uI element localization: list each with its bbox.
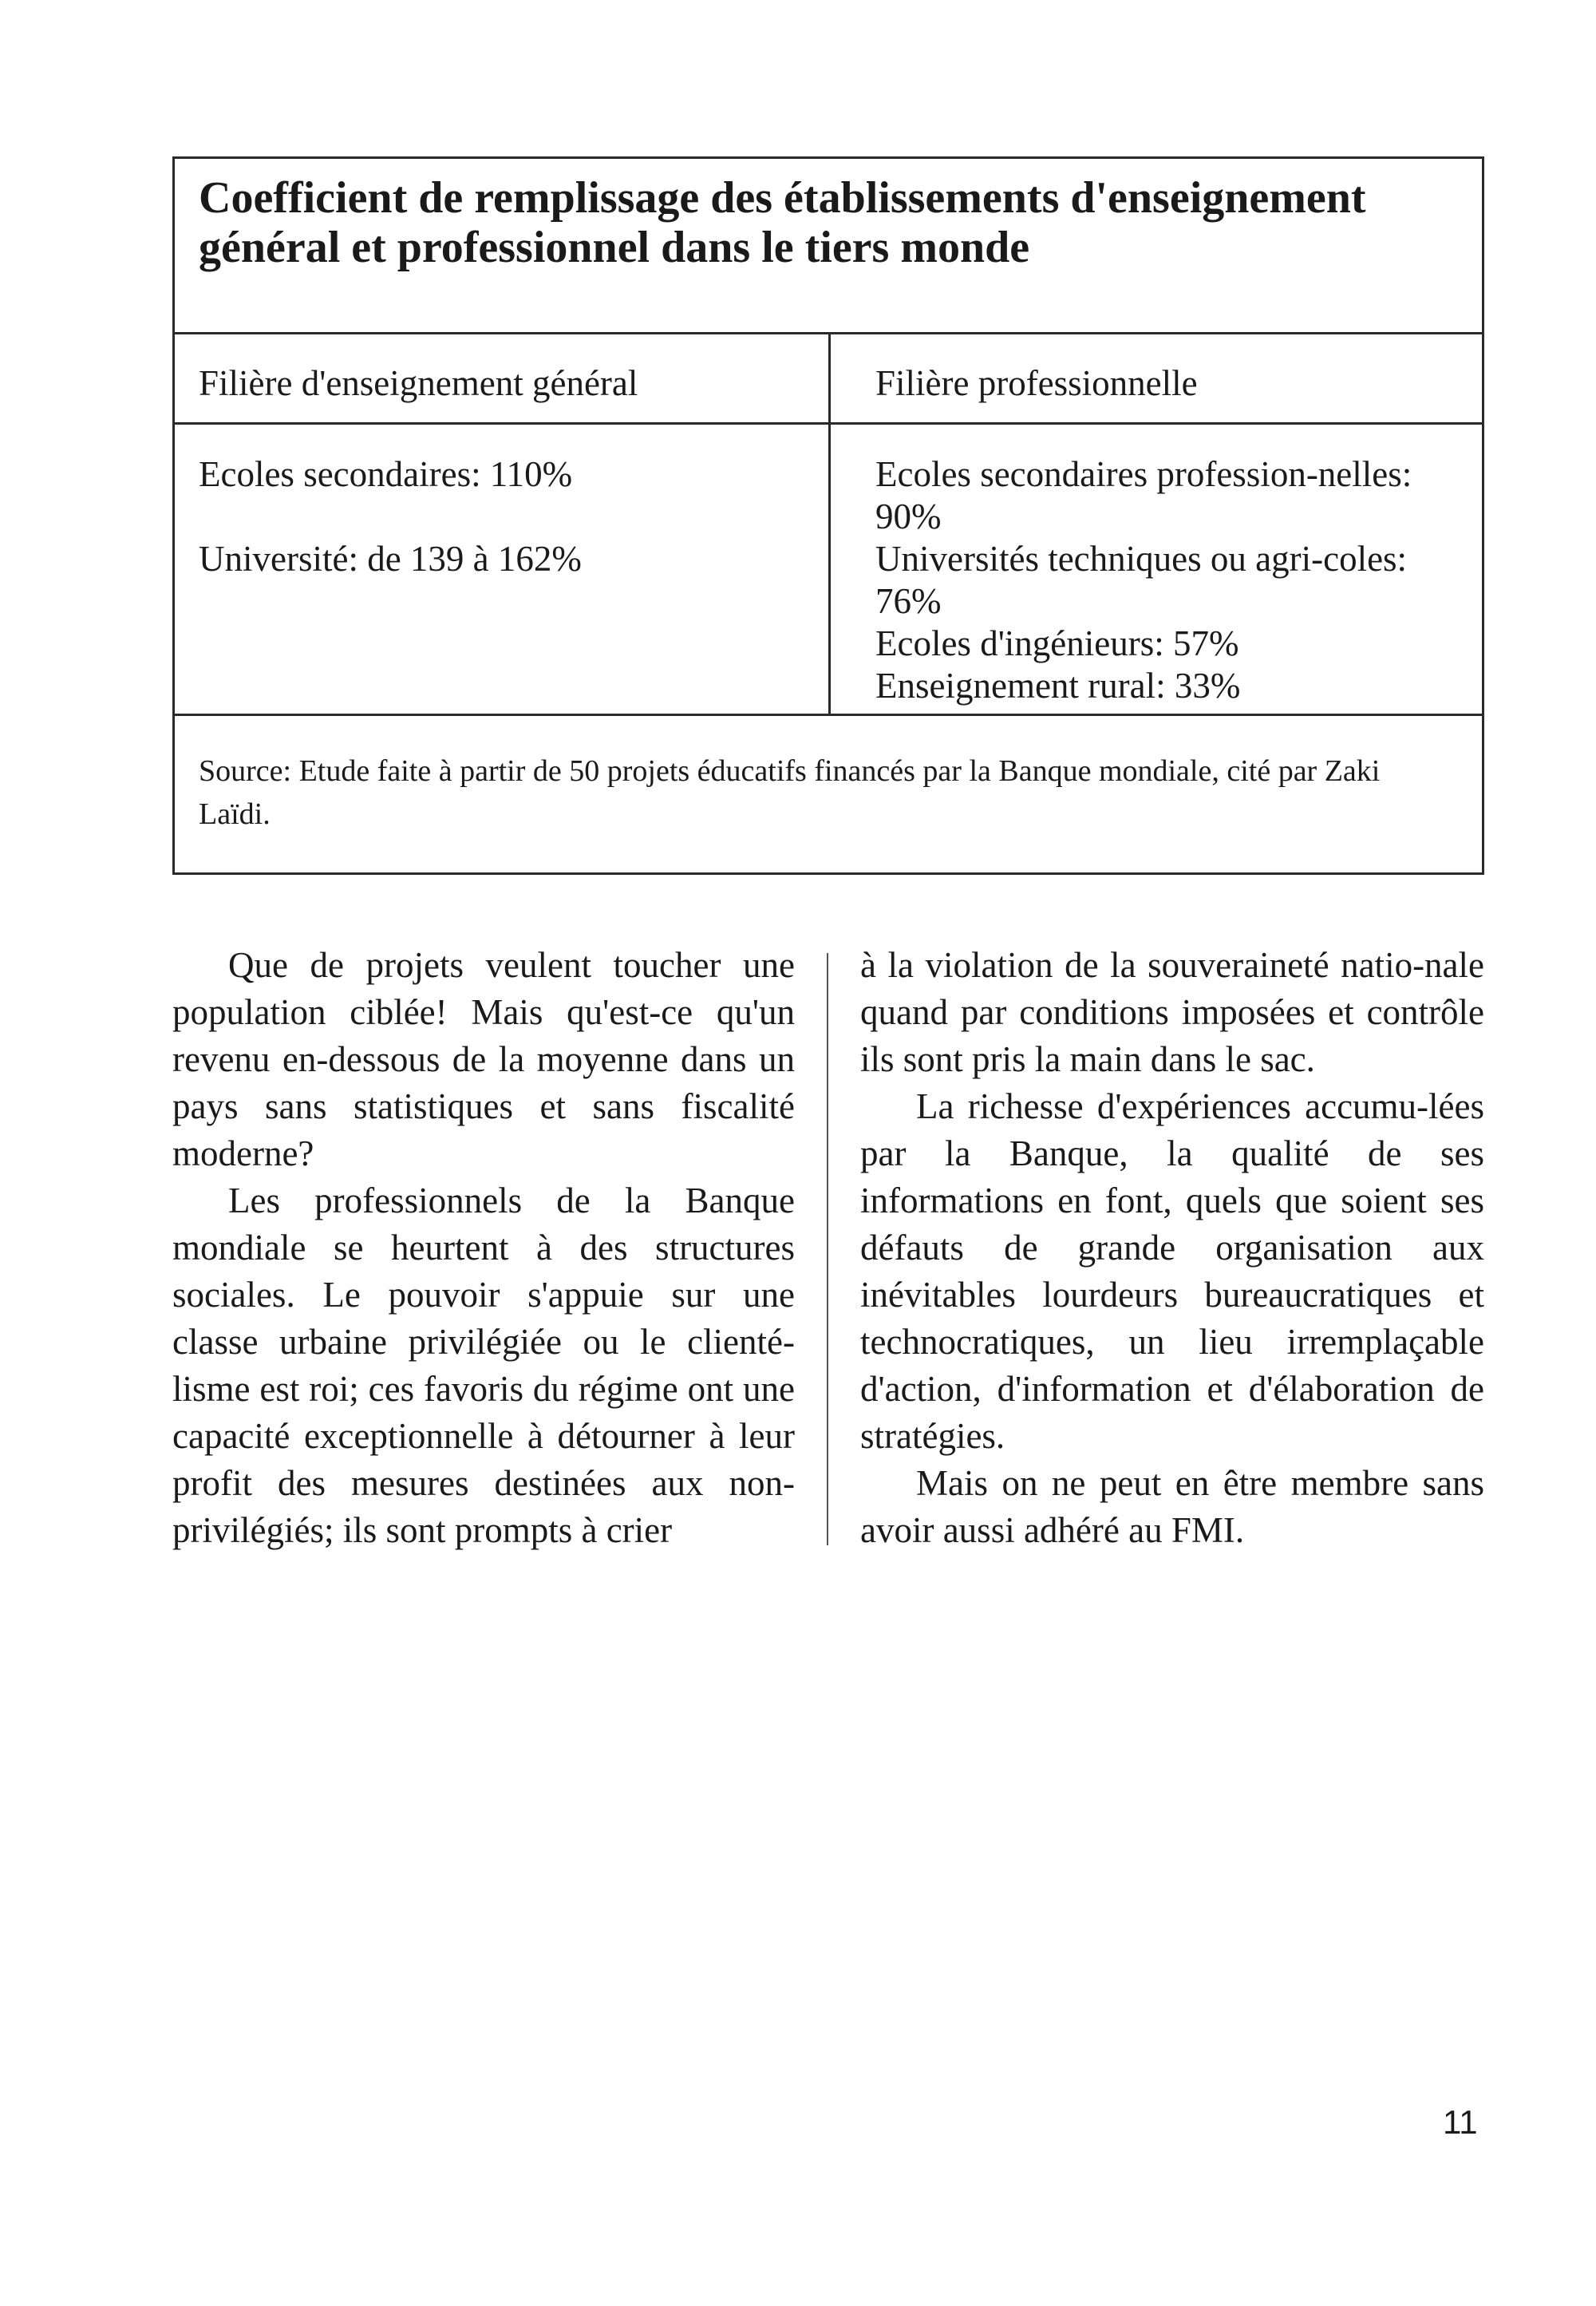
column-divider (827, 953, 828, 1545)
body-column-right (860, 942, 1484, 1554)
professional-track-heading: Filière professionnelle (831, 334, 1482, 425)
professional-track-column (831, 334, 1482, 714)
body-paragraph: Que de projets veulent toucher une population ciblée! Mais qu'est-ce qu'un revenu en-dessous de la moyenne dans un pays sans statistiques et sans fiscalité moderne? (172, 945, 795, 1173)
general-track-column (175, 334, 831, 714)
body-column-left (172, 942, 795, 1554)
general-track-items (175, 425, 828, 580)
professional-item-technical-university: Universités techniques ou agri-coles: 76% (875, 539, 1408, 621)
body-paragraph: Mais on ne peut en être membre sans avoir aussi adhéré au FMI. (860, 1463, 1484, 1550)
box-columns (175, 334, 1482, 716)
professional-item-secondary: Ecoles secondaires profession-nelles: 90% (875, 454, 1412, 536)
statistics-box (172, 156, 1484, 875)
body-paragraph-continued: à la violation de la souveraineté natio-nale quand par conditions imposées et contrôle ils sont pris la main dans le sac. (860, 945, 1484, 1079)
box-source-note: Source: Etude faite à partir de 50 projets éducatifs financés par la Banque mondiale, cité par Zaki Laïdi. (199, 754, 1381, 831)
body-paragraph: Les professionnels de la Banque mondiale se heurtent à des structures sociales. Le pouvoir s'appuie sur une classe urbaine privilégiée ou le clienté-lisme est roi; ces favoris du régime ont une capacité exceptionnelle à détourner à leur profit des mesures destinées aux non-privilégiés; ils sont prompts à crier (172, 1181, 795, 1550)
professional-item-engineering-schools: Ecoles d'ingénieurs: 57% (875, 623, 1239, 663)
body-paragraph: La richesse d'expériences accumu-lées par la Banque, la qualité de ses informations en font, quels que soient ses défauts de grande organisation aux inévitables lourdeurs bureaucratiques et technocratiques, un lieu irremplaçable d'action, d'information et d'élaboration de stratégies. (860, 1086, 1484, 1456)
box-title: Coefficient de remplissage des établissements d'enseignement général et professionnel dans le tiers monde (175, 159, 1482, 334)
professional-track-items (831, 425, 1482, 707)
general-item-secondary: Ecoles secondaires: 110% (199, 454, 573, 494)
general-item-university: Université: de 139 à 162% (199, 539, 582, 579)
general-track-heading: Filière d'enseignement général (175, 334, 828, 425)
professional-item-rural-education: Enseignement rural: 33% (875, 666, 1241, 706)
page-number: 11 (1443, 2103, 1478, 2141)
